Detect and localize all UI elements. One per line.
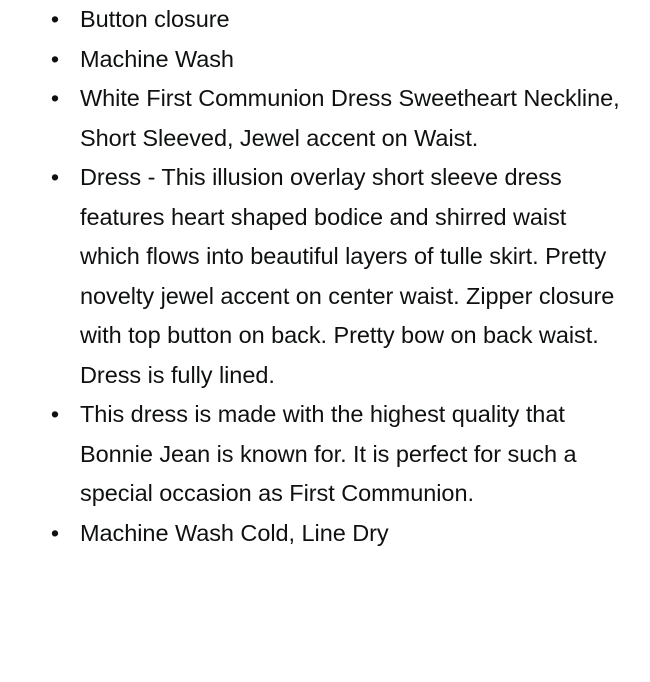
list-item-text: Dress - This illusion overlay short sleeve dress features heart shaped bodice and shirred waist which flows into beautiful layers of tulle skirt. Pretty novelty jewel accent on center waist. Zipper closure with top button on back. Pretty bow on back waist. Dress is fully lined.: [80, 164, 615, 388]
list-item: [0, 79, 650, 158]
bullet-point-icon: •: [50, 164, 60, 190]
list-item: [0, 158, 650, 395]
list-item-text: Machine Wash Cold, Line Dry: [80, 519, 389, 546]
list-item: [0, 514, 650, 554]
list-item: [0, 395, 650, 514]
bullet-point-icon: •: [50, 45, 60, 72]
bullet-point-icon: •: [50, 519, 60, 546]
bullet-point-icon: •: [50, 401, 60, 427]
list-item: [0, 0, 650, 40]
list-item-text: Button closure: [80, 6, 230, 32]
bullet-point-icon: •: [50, 85, 60, 111]
list-item-text: This dress is made with the highest quality that Bonnie Jean is known for. It is perfect for such a special occasion as First Communion.: [80, 401, 577, 506]
list-item-text: Machine Wash: [80, 45, 234, 72]
list-item: [0, 40, 650, 80]
bullet-point-icon: •: [50, 6, 60, 32]
list-item-text: White First Communion Dress Sweetheart Neckline, Short Sleeved, Jewel accent on Waist.: [80, 85, 620, 151]
